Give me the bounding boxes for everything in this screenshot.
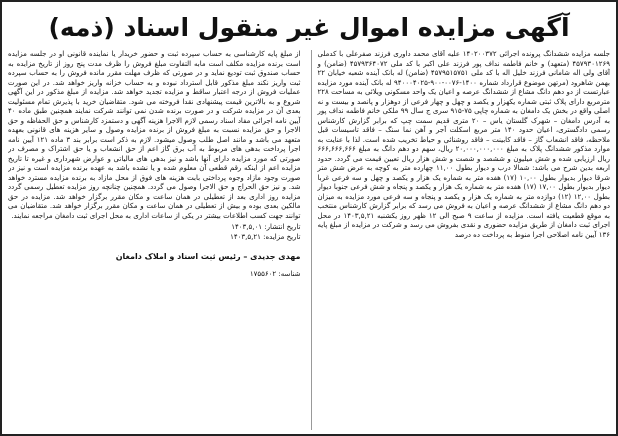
notice-id-label: شناسه: [278, 269, 301, 278]
notice-title: آگهی مزایده اموال غیر منقول اسناد (ذمه) [48, 13, 570, 42]
left-column [8, 50, 301, 430]
publish-date-line [8, 223, 301, 233]
notice-id-value: ۱۷۵۵۶۰۲ [249, 269, 277, 278]
auction-date-label: تاریخ مزایده: [263, 232, 301, 241]
publish-date-label: تاریخ انتشار: [264, 223, 301, 231]
publish-date-value: ۱۴۰۳,۵,۰۱ [231, 223, 262, 231]
right-column-text: جلسه مزایده ششدانگ پرونده اجرائی ۱۴۰۲۰۰۳۷۲ علیه آقای محمد داوری فرزند صفرعلی با کدملی ۴۵۷۹۳۰۱۲۶۹ (متعهد) و خانم فاطمه نداف پور فرزند علی اکبر با کد ملی ۴۵۷۹۳۶۴۰۷۲ (ضامن) و آقای ولی اله شامانی فرزند خلیل اله با کد ملی ۴۵۷۹۵۱۵۷۵۱ (ضامن) له بانک آینده شعبه خیابان ۲۲ بهمن شاهرود (مرتهن موضوع قرارداد شماره ۱۴۰۰-۰۰۷۶-۹۰۰-۹۴۰۰۰۴۰۲۵ له بانک آینده مورد مزایده عبارتست از دو دهم دانگ مشاع از ششدانگ عرصه و اعیان یک واحد مسکونی ویلائی به مساحت ۲۲۸ مترمربع دارای پلاک ثبتی شماره یکهزار و یکصد و چهل و چهار فرعی از دوهزار و پانصد و بیست و نه اصلی واقع در بخش یک دامغان به شماره چاپی ۷۵-۹۱۵ سری ج سال ۹۹ ملکی خانم فاطمه نداف پور به آدرس دامغان – شهرک گلستان یاس – ۲۰ متری قدیم سمت چپ که برابر گزارش کارشناس رسمی دادگستری، اعیان حدود ۱۴۰ متر مربع اسکلت آجر و آهن نما سنگ – فاقد تاسیسات قبل ملاحظه، فاقد انشعاب گاز – فاقد کابینت – فاقد روشنائی و حیاط تخریب شده است. لذا با عنایت به موارد مذکور ششدانگ پلاک به مبلغ ۲۰,۰۰۰,۰۰۰,۰۰۰ ریال، سهم دو دهم دانگ به مبلغ ۶۶۶,۶۶۶,۶۶۶ ریال ارزیابی شده و شش میلیون و ششصد و شصت و شش هزار ریال تعیین قیمت می گردد. حدود اربعه بدین شرح می باشد: شمالا درب و دیوار بطول ۱۱,۰۰ چهارده متر به کوچه به عرض شش متر شرقا دیوار بدیوار بطول ۱۰,۰۰ (۱۷) هفده متر به شماره یک هزار و یکصد و چهل و سه فرعی غربا دیوار بدیوار بطول ۱۷,۰۰ (۱۷) هفده متر به شماره یک هزار و یکصد و پنجاه و شش فرعی جنوبا دیوار بطول ۱۲,۰۰ (۱۲) دوازده متر به شماره یک هزار و یکصد و پنجاه و سه فرعی مورد مزایده به میزان دو دهم دانگ مشاع از ششدانگ عرصه و اعیان به فروش می رسد که برابر گزارش کارشناس منتخب به موقع قطعیت یافته است. مزایده از ساعت ۹ صبح الی ۱۲ ظهر روز یکشنبه ۱۴۰۳,۵,۲۱ در محل اجرای ثبت دامغان از طریق مزایده حضوری و نقدی بفروش می رسد و شرکت در مزایده از مبلغ پایه ۱۳۶ آیین نامه اصلاحی اجرا منوط به پرداخت ده درصد [317, 50, 610, 239]
left-column-text: از مبلغ پایه کارشناسی به حساب سپرده ثبت و حضور خریدار یا نماینده قانونی او در جلسه مزایده است برنده مزایده مکلف است مابه التفاوت مبلغ فروش را ظرف مدت پنج روز از تاریخ مزایده به حساب صندوق ثبت تودیع نماید و در صورتی که ظرف مهلت مقرر مانده فروش را به حساب سپرده ثبت واریز نکند مبلغ مذکور قابل استرداد نبوده و به حساب خزانه واریز خواهد شد. در این صورت عملیات فروش از درجه اعتبار ساقط و مزایده تجدید خواهد شد. مزایده از مبلغ مذکور در این آگهی شروع و به بالاترین قیمت پیشنهادی نقدا فروخته می شود. متقاضیان خرید با پذیرش تمام مسئولیت بعدی آن در مزایده شرکت و در صورت برنده شدن نمی توانند شرکت نمایند همچنین طبق ماده ۴۰ آیین نامه اجرائی مفاد اسناد رسمی لازم الاجرا هزینه آگهی و دستمزد کارشناس و حق الحفاظه و حق الاجرا و حق مزایده نسبت به مبلغ فروش از برنده مزایده وصول و سایر هزینه های قانونی بعهده متعهد می باشد و مانند اصل طلب وصول میشود. لازم به ذکر است برابر بند ۳ ماده ۱۲۱ آیین نامه اجرا پرداخت بدهی های مربوط به آب برق گاز اعم از حق انشعاب و یا حق اشتراک و مصرف در صورتی که مورد مزایده دارای آنها باشد و نیز بدهی های مالیاتی و عوارض شهرداری و غیره تا تاریخ مزایده اعم از اینکه رقم قطعی آن معلوم شده و یا نشده باشد به عهده برنده مزایده است و نیز در صورت وجود مازاد وجوه پرداختی بابت هزینه های فوق از محل مازاد به برنده مزایده مسترد خواهد شد. و نیز حق الحراج و حق الاجرا وصول می گردد. همچنین چنانچه روز مزایده تعطیل رسمی گردد مزایده روز اداری بعد از تعطیلی در همان ساعت و مکان مقرر برگزار خواهد شد. مزایده در حق مالکین بعدی بوده و بیش از تعطیلی در همان ساعت و مکان مقرر برگزار خواهد شد. متقاضیان می توانند جهت کسب اطلاعات بیشتر در یکی از ساعات اداری به محل اجرای ثبت دامغان مراجعه نمایند. [8, 50, 301, 220]
auction-date-line [8, 233, 301, 243]
right-column [311, 50, 611, 430]
notice-body [8, 50, 610, 430]
signature: مهدی جدیدی – رئیس ثبت اسناد و املاک دامغان [115, 252, 301, 261]
notice-id-line [8, 270, 301, 280]
dates-block [8, 223, 301, 242]
auction-date-value: ۱۴۰۳,۵,۲۱ [230, 232, 261, 241]
